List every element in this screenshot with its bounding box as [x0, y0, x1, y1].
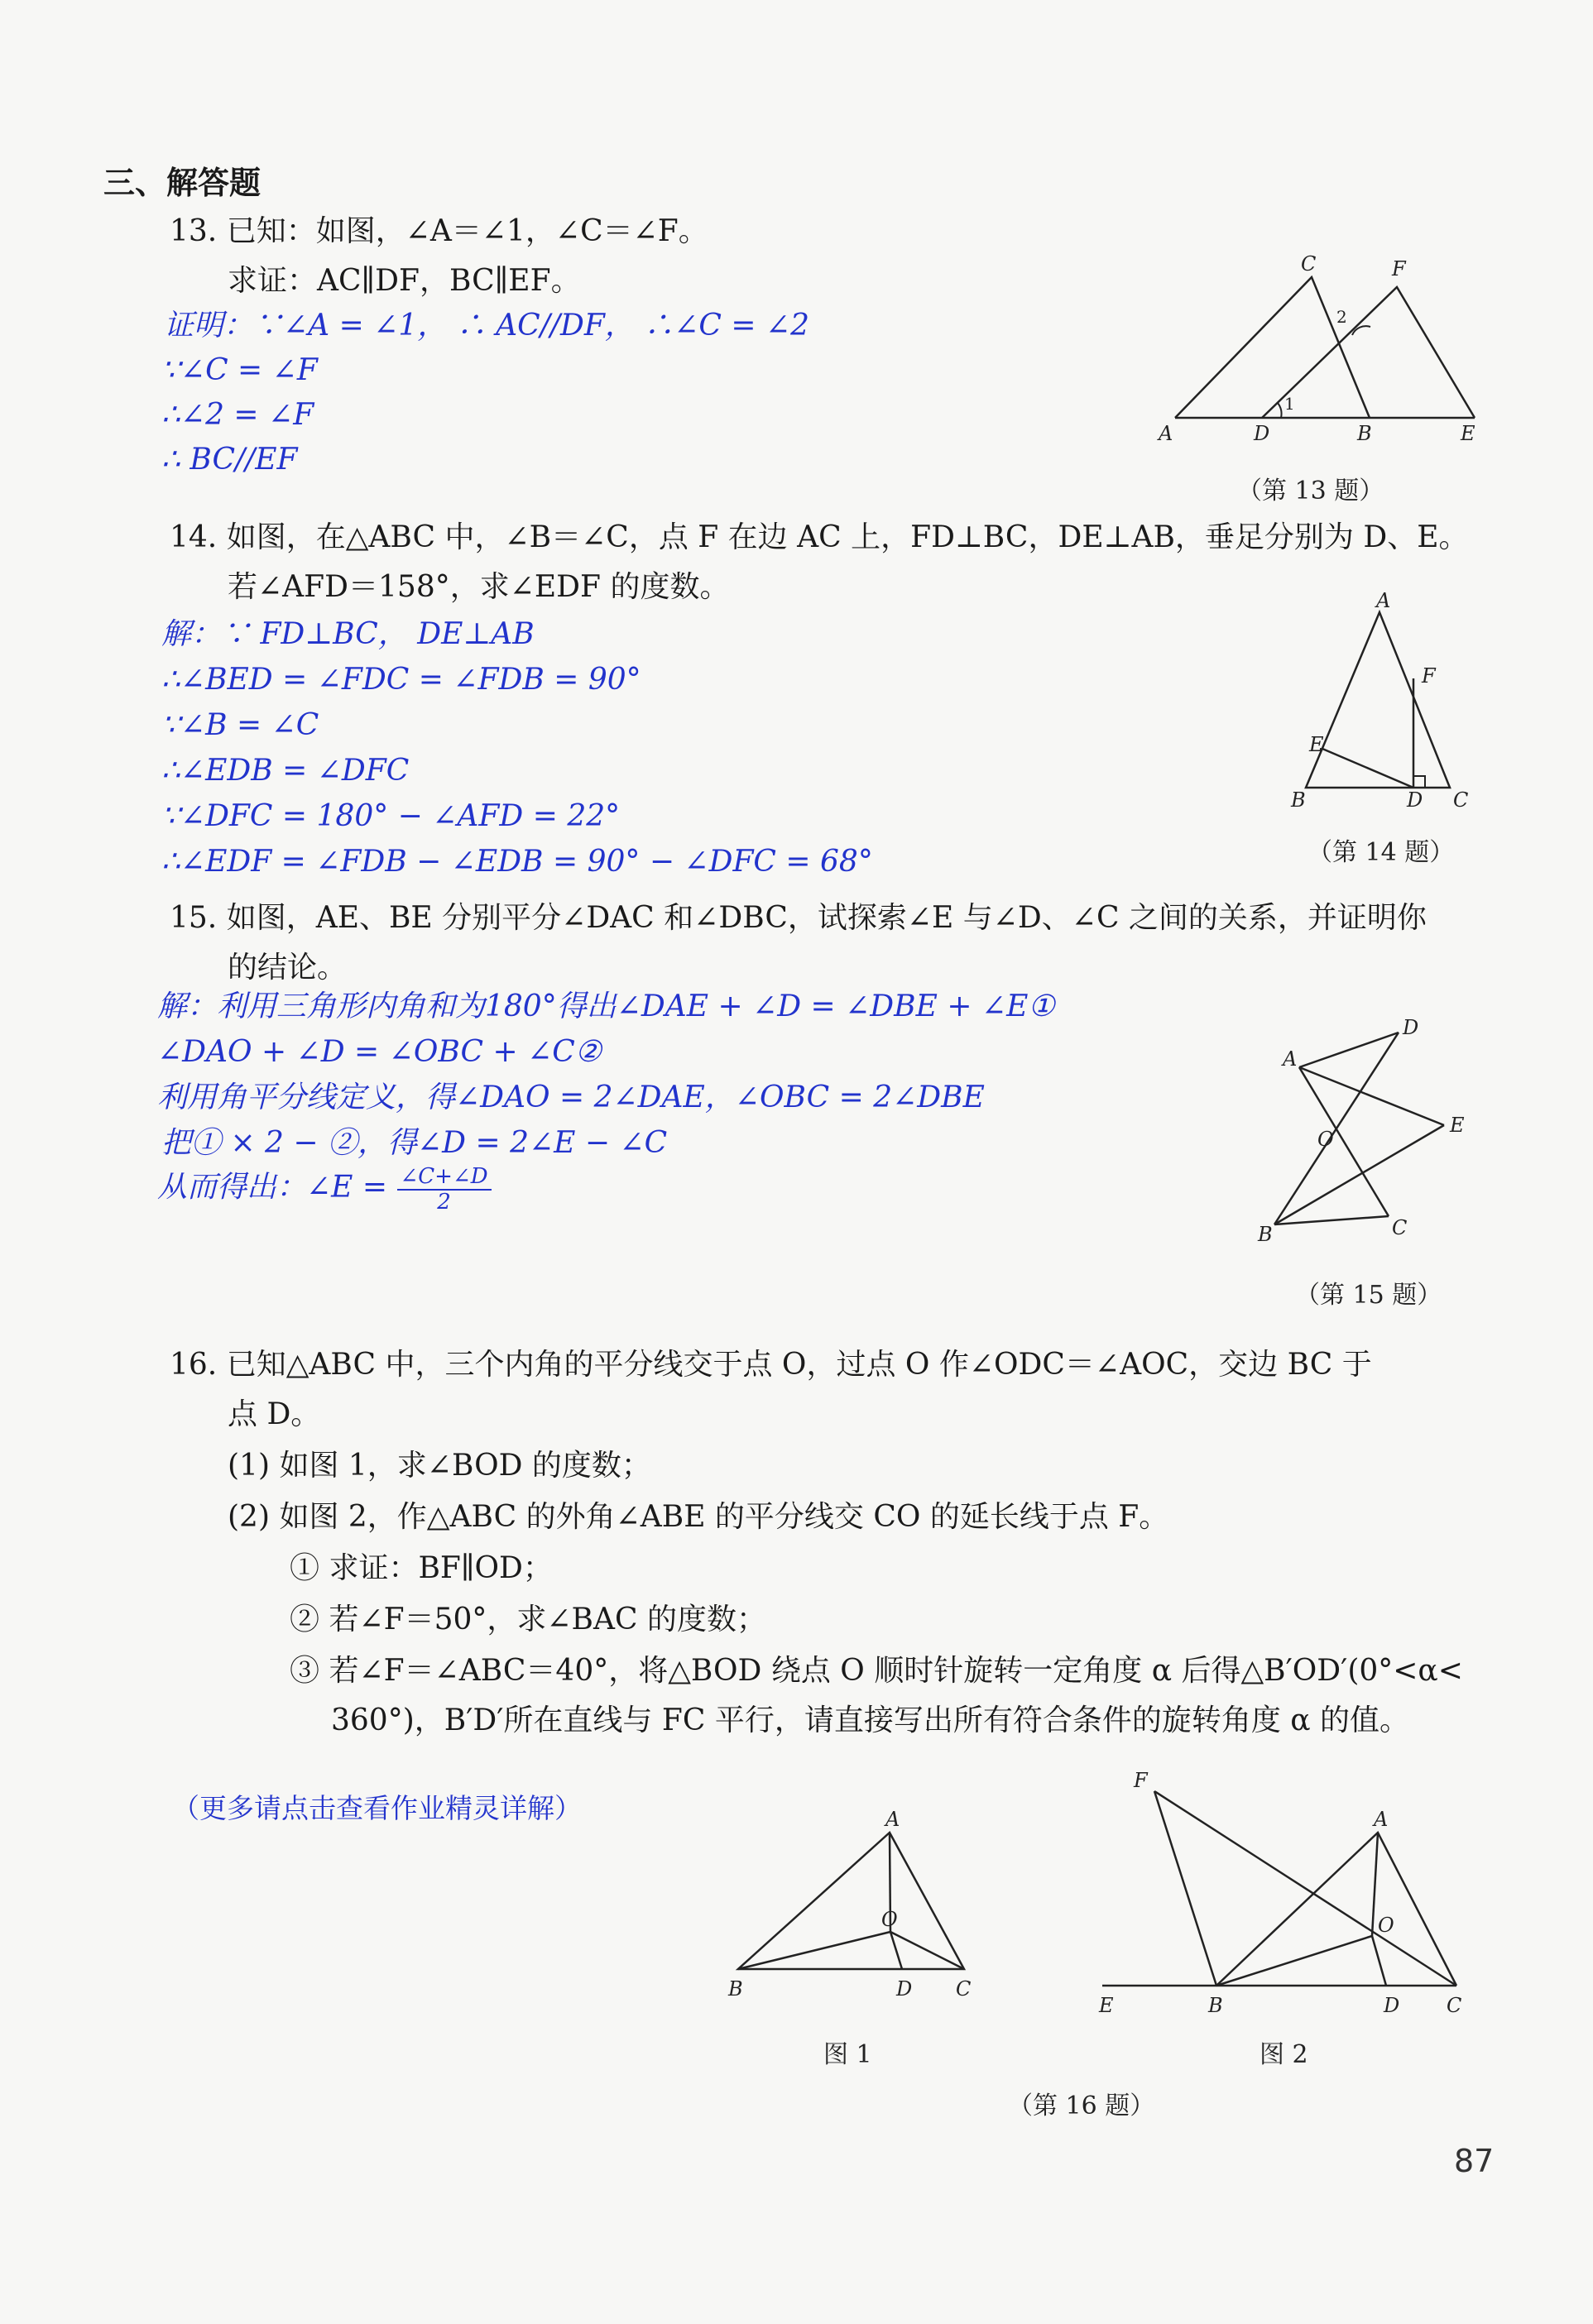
segment-be: [1274, 1125, 1444, 1224]
q14-answer-5: ∵∠DFC = 180° − ∠AFD = 22°: [161, 799, 621, 833]
q16-fig2-caption: 图 2: [1260, 2040, 1308, 2069]
q16-fig2-label-d: D: [1384, 1994, 1400, 2017]
q16-fig2-label-a: A: [1374, 1808, 1389, 1831]
section-title: 三、解答题: [103, 165, 262, 201]
segment-od: [1372, 1936, 1386, 1986]
q15-answer-5-prefix: 从而得出：∠E =: [157, 1170, 397, 1205]
q13-caption: （第 13 题）: [1237, 477, 1384, 506]
q13-answer-3: ∴∠2 = ∠F: [161, 398, 314, 432]
q15-line2: 的结论。: [228, 951, 348, 985]
q15-label-b: B: [1258, 1223, 1273, 1246]
q16-figure-2: [1092, 1762, 1481, 2027]
q14-answer-3: ∵∠B = ∠C: [161, 708, 319, 742]
q16-fig1-caption: 图 1: [823, 2040, 872, 2069]
q15-label-e: E: [1450, 1114, 1465, 1137]
q13-label-a: A: [1159, 422, 1173, 445]
q14-label-a: A: [1376, 589, 1391, 612]
q14-caption: （第 14 题）: [1308, 838, 1455, 867]
q15-caption: （第 15 题）: [1295, 1281, 1442, 1310]
q16-sub1: (1) 如图 1，求∠BOD 的度数；: [228, 1449, 651, 1483]
segment-ac: [1299, 1067, 1389, 1216]
q15-line1: 15. 如图，AE、BE 分别平分∠DAC 和∠DBC，试探索∠E 与∠D、∠C 之间的关系，并证明你: [170, 901, 1427, 935]
q16-fig2-label-e: E: [1099, 1994, 1114, 2017]
q16-fig1-label-b: B: [728, 1977, 743, 2001]
q13-answer-4: ∴ BC//EF: [161, 443, 298, 477]
q15-fraction-numerator: ∠C+∠D: [397, 1165, 492, 1191]
q13-figure: [1159, 252, 1490, 451]
q16-fig1-label-o: O: [881, 1908, 898, 1931]
q16-sub2: (2) 如图 2，作△ABC 的外角∠ABE 的平分线交 CO 的延长线于点 F。: [228, 1500, 1169, 1534]
q16-line2: 点 D。: [228, 1397, 321, 1431]
q16-fig2-label-f: F: [1134, 1769, 1148, 1792]
more-details-link[interactable]: （更多请点击查看作业精灵详解）: [172, 1792, 582, 1824]
q15-answer-fraction: [397, 1165, 492, 1214]
q16-sub2-1: ① 求证：BF∥OD；: [290, 1551, 553, 1585]
q16-sub2-2: ② 若∠F＝50°，求∠BAC 的度数；: [290, 1603, 767, 1636]
segment-de: [1322, 749, 1413, 788]
q15-answer-4: 把① × 2 − ②，得∠D = 2∠E − ∠C: [161, 1126, 668, 1160]
q13-label-c: C: [1301, 252, 1317, 276]
q14-answer-1: 解：∵ FD⊥BC， DE⊥AB: [161, 617, 535, 651]
q14-line2: 若∠AFD＝158°，求∠EDF 的度数。: [228, 570, 730, 604]
q15-answer-5: [157, 1165, 492, 1214]
q15-label-a: A: [1283, 1047, 1298, 1071]
q14-figure: [1291, 589, 1473, 812]
segment-bc: [1274, 1216, 1389, 1224]
q15-answer-2: ∠DAO + ∠D = ∠OBC + ∠C②: [157, 1035, 602, 1069]
q14-label-d: D: [1407, 788, 1423, 812]
q14-label-b: B: [1291, 788, 1306, 812]
q13-answer-1: 证明：∵∠A = ∠1， ∴ AC//DF， ∴∠C = ∠2: [164, 309, 810, 343]
segment-bf: [1154, 1791, 1216, 1986]
q16-fig1-label-d: D: [896, 1977, 913, 2001]
q16-figure-1: [728, 1804, 993, 2019]
q16-fig2-label-c: C: [1447, 1994, 1462, 2017]
q13-label-e: E: [1461, 422, 1475, 445]
q14-label-e: E: [1309, 733, 1324, 756]
q14-answer-2: ∴∠BED = ∠FDC = ∠FDB = 90°: [161, 663, 641, 697]
q15-figure: [1258, 1016, 1481, 1246]
q16-fig2-label-o: O: [1378, 1914, 1394, 1937]
segment-ad: [1299, 1033, 1399, 1067]
q13-label-f: F: [1392, 257, 1406, 280]
q16-sub2-3a: ③ 若∠F＝∠ABC＝40°，将△BOD 绕点 O 顺时针旋转一定角度 α 后得△B′OD′(0°<α<: [290, 1654, 1463, 1688]
q13-label-b: B: [1357, 422, 1372, 445]
q13-label-2: 2: [1336, 307, 1347, 327]
q14-label-c: C: [1453, 788, 1469, 812]
q16-fig1-label-a: A: [885, 1808, 900, 1831]
triangle-acb: [1175, 277, 1370, 418]
q14-label-f: F: [1422, 664, 1436, 688]
q15-label-d: D: [1403, 1016, 1419, 1039]
q16-fig2-label-b: B: [1208, 1994, 1223, 2017]
q13-label-1: 1: [1284, 394, 1295, 414]
q14-line1: 14. 如图，在△ABC 中，∠B＝∠C，点 F 在边 AC 上，FD⊥BC，DE⊥AB，垂足分别为 D、E。: [170, 520, 1469, 554]
q14-answer-4: ∴∠EDB = ∠DFC: [161, 754, 410, 788]
q15-answer-3: 利用角平分线定义，得∠DAO = 2∠DAE，∠OBC = 2∠DBE: [157, 1081, 985, 1114]
q15-answer-1: 解：利用三角形内角和为180°得出∠DAE + ∠D = ∠DBE + ∠E①: [157, 989, 1055, 1023]
segment-bo: [738, 1932, 890, 1969]
segment-ao: [1372, 1833, 1378, 1936]
triangle-abc: [1306, 612, 1450, 788]
angle-1-arc: [1278, 403, 1282, 418]
q16-line1: 16. 已知△ABC 中，三个内角的平分线交于点 O，过点 O 作∠ODC＝∠AOC，交边 BC 于: [170, 1348, 1372, 1382]
q16-fig1-label-c: C: [956, 1977, 972, 2001]
q15-label-o: O: [1317, 1128, 1334, 1151]
q13-answer-2: ∵∠C = ∠F: [161, 353, 318, 387]
segment-bo: [1216, 1936, 1372, 1986]
triangle-abc-fig1: [738, 1833, 964, 1969]
q16-sub2-3b: 360°)，B′D′所在直线与 FC 平行，请直接写出所有符合条件的旋转角度 α 的值。: [331, 1703, 1410, 1737]
q16-caption: （第 16 题）: [1008, 2092, 1155, 2120]
q13-line1: 13. 已知：如图，∠A＝∠1，∠C＝∠F。: [170, 214, 708, 248]
right-angle-mark-d: [1413, 776, 1425, 788]
page-number: 87: [1454, 2143, 1495, 2179]
q13-label-d: D: [1254, 422, 1270, 445]
q13-line2: 求证：AC∥DF，BC∥EF。: [228, 264, 581, 298]
q15-label-c: C: [1392, 1216, 1408, 1239]
q14-answer-6: ∴∠EDF = ∠FDB − ∠EDB = 90° − ∠DFC = 68°: [161, 845, 873, 879]
q15-fraction-denominator: 2: [437, 1189, 451, 1215]
